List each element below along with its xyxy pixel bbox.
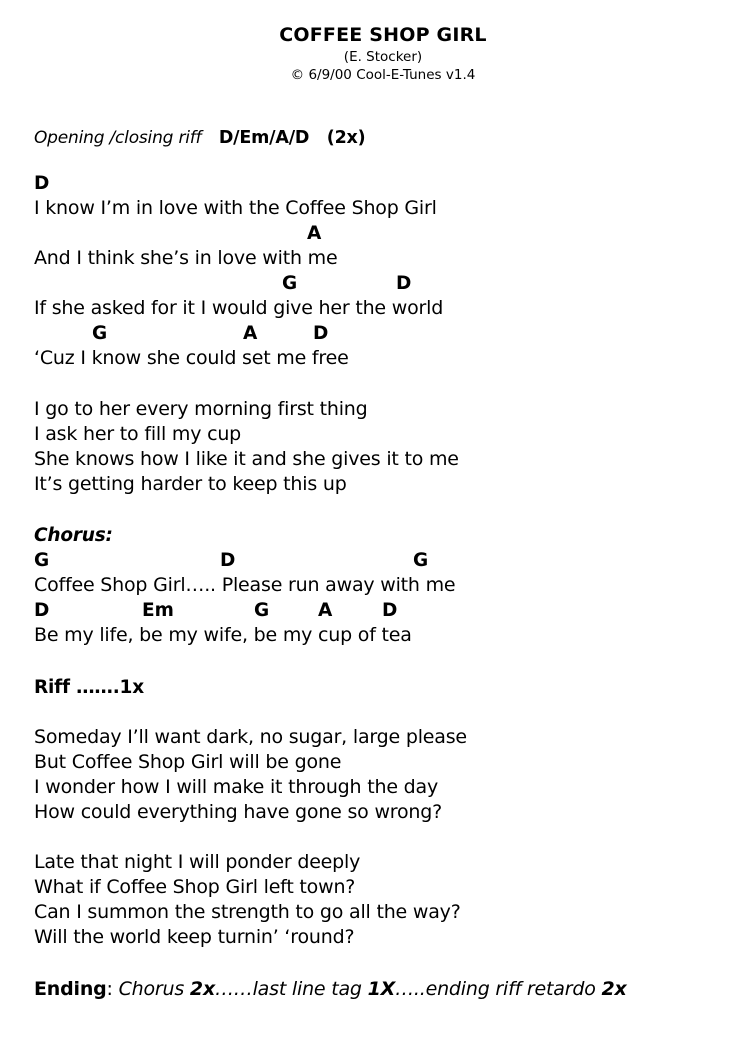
ending-part3-count: 2x: [601, 978, 627, 1000]
intro-label: Opening /closing riff: [34, 128, 202, 148]
lyric-line: Be my life, be my wife, be my cup of tea: [34, 624, 412, 646]
lyric-line: Can I summon the strength to go all the way?: [34, 901, 461, 923]
lyric-line: I ask her to fill my cup: [34, 423, 242, 445]
chord: G: [282, 273, 298, 294]
song-header: [0, 22, 750, 84]
chord: D: [396, 273, 412, 294]
lyric-line: If she asked for it I would give her the world: [34, 297, 444, 319]
intro-line: [34, 125, 365, 151]
chord: G: [254, 600, 270, 621]
chord: Em: [142, 600, 174, 621]
riff-label: Riff …….1x: [34, 677, 144, 698]
chord: D: [382, 600, 398, 621]
chord: A: [318, 600, 333, 621]
lyric-line: I go to her every morning first thing: [34, 398, 368, 420]
song-title: COFFEE SHOP GIRL: [279, 24, 487, 46]
lyric-line: What if Coffee Shop Girl left town?: [34, 876, 356, 898]
intro-repeat: (2x): [326, 128, 366, 148]
lyric-line: Will the world keep turnin’ ‘round?: [34, 926, 355, 948]
ending-part2-count: 1X: [367, 978, 396, 1000]
chord: G: [413, 550, 429, 571]
ending-line: [34, 977, 627, 1002]
lyric-line: Someday I’ll want dark, no sugar, large please: [34, 726, 467, 748]
chord: G: [92, 323, 108, 344]
lyric-line: Late that night I will ponder deeply: [34, 851, 361, 873]
ending-part1-count: 2x: [189, 978, 215, 1000]
chord: A: [243, 323, 258, 344]
chord: A: [307, 223, 322, 244]
ending-part2: ……last line tag: [215, 978, 368, 1000]
lyric-line: But Coffee Shop Girl will be gone: [34, 751, 342, 773]
song-copyright: © 6/9/00 Cool-E-Tunes v1.4: [290, 67, 476, 83]
song-author: (E. Stocker): [343, 49, 423, 65]
ending-part1: Chorus: [112, 978, 190, 1000]
chord: D: [34, 173, 50, 194]
chord: D: [34, 600, 50, 621]
chord: D: [313, 323, 329, 344]
lyric-line: Coffee Shop Girl….. Please run away with me: [34, 574, 456, 596]
chord: D: [220, 550, 236, 571]
ending-colon: :: [106, 978, 113, 1000]
ending-part3: …..ending riff retardo: [395, 978, 602, 1000]
intro-chords: D/Em/A/D: [218, 128, 310, 148]
lyric-line: I know I’m in love with the Coffee Shop Girl: [34, 197, 437, 219]
chorus-label: Chorus:: [34, 525, 113, 546]
lyric-line: And I think she’s in love with me: [34, 247, 338, 269]
lyric-line: It’s getting harder to keep this up: [34, 473, 347, 495]
lyric-line: I wonder how I will make it through the day: [34, 776, 438, 798]
lyric-line: How could everything have gone so wrong?: [34, 801, 442, 823]
lyric-line: ‘Cuz I know she could set me free: [34, 347, 349, 369]
chord: G: [34, 550, 50, 571]
lyric-line: She knows how I like it and she gives it to me: [34, 448, 459, 470]
ending-label: Ending: [34, 978, 107, 1000]
